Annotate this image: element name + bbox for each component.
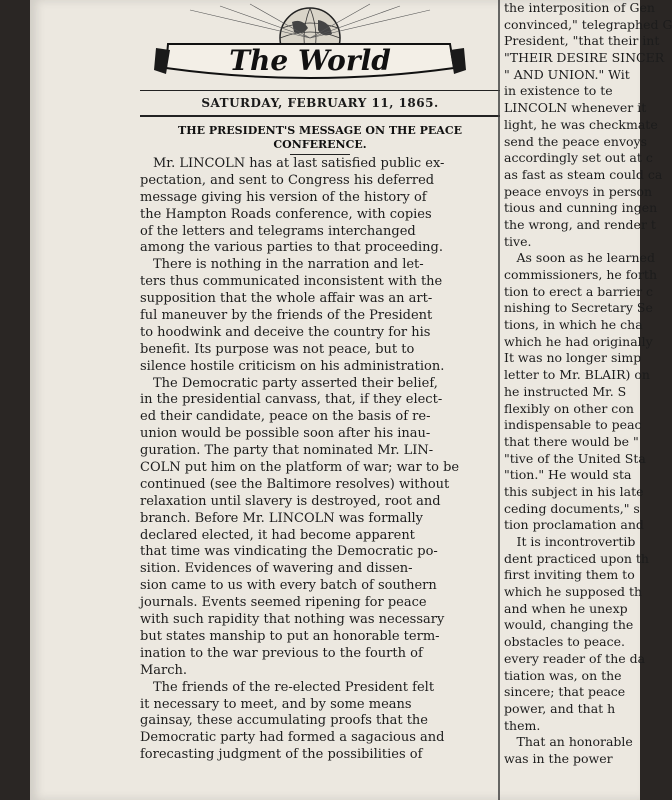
headline-line-2: CONFERENCE.: [273, 138, 367, 151]
text-line: sion came to us with every batch of southern: [140, 578, 437, 594]
text-line: dent practiced upon th: [504, 550, 649, 566]
text-line: it necessary to meet, and by some means: [140, 696, 412, 712]
text-line: journals. Events seemed ripening for peace: [140, 595, 427, 611]
text-line: power, and that h: [504, 700, 616, 716]
text-line: President, "that their int: [504, 33, 660, 49]
svg-text:The World: The World: [229, 44, 391, 77]
text-line: March.: [140, 662, 188, 678]
headline-rule: [290, 154, 350, 155]
text-line: convinced," telegraphed G: [504, 16, 672, 32]
text-line: gainsay, these accumulating proofs that the: [140, 713, 428, 729]
text-line: branch. Before Mr. LINCOLN was formally: [140, 510, 424, 526]
text-line: in the presidential canvass, that, if they elect-: [140, 392, 443, 408]
text-line: union would be possible soon after his inau-: [140, 426, 431, 442]
text-line: tive.: [504, 233, 532, 249]
text-line: "tive of the United Sta: [504, 450, 646, 466]
text-line: indispensable to peac: [504, 417, 642, 433]
text-line: tious and cunning ingen: [504, 200, 658, 216]
text-line: As soon as he learned: [504, 250, 655, 266]
article-body: [140, 156, 500, 764]
text-line: "tion." He would sta: [504, 467, 632, 483]
text-line: sition. Evidences of wavering and dissen-: [140, 561, 413, 577]
text-line: relaxation until slavery is destroyed, root and: [140, 493, 441, 509]
text-line: and when he unexp: [504, 600, 628, 616]
column-divider: [498, 0, 500, 800]
date-rule: [140, 115, 500, 117]
text-line: ters thus communicated inconsistent with the: [140, 274, 443, 290]
text-line: he instructed Mr. S: [504, 383, 627, 399]
text-line: to hoodwink and deceive the country for his: [140, 324, 431, 340]
text-line: would, changing the: [504, 617, 634, 633]
text-line: tion to erect a barrier c: [504, 283, 654, 299]
text-line: them.: [504, 717, 541, 733]
text-line: peace envoys in person: [504, 183, 653, 199]
text-line: among the various parties to that proceeding.: [140, 240, 444, 256]
text-line: " AND UNION." Wit: [504, 66, 630, 82]
text-line: send the peace envoys: [504, 133, 648, 149]
text-line: tiation was, on the: [504, 667, 622, 683]
text-line: Democratic party had formed a sagacious and: [140, 730, 445, 746]
text-line: ful maneuver by the friends of the President: [140, 308, 433, 324]
text-line: declared elected, it had become apparent: [140, 527, 415, 543]
text-line: first inviting them to: [504, 567, 635, 583]
dateline: SATURDAY, FEBRUARY 11, 1865.: [201, 96, 439, 110]
masthead-logo: [150, 4, 470, 86]
text-line: commissioners, he forth: [504, 267, 657, 282]
text-line: which he supposed th: [504, 584, 643, 600]
text-line: flexibly on other con: [504, 400, 634, 416]
text-line: LINCOLN whenever it: [504, 100, 647, 116]
text-line: continued (see the Baltimore resolves) without: [140, 476, 450, 492]
text-line: nishing to Secretary Se: [504, 300, 653, 316]
text-line: The Democratic party asserted their belief,: [140, 375, 438, 391]
text-line: benefit. Its purpose was not peace, but to: [140, 341, 415, 357]
text-line: accordingly set out at c: [504, 150, 653, 166]
text-line: letter to Mr. BLAIR) on: [504, 367, 650, 383]
text-line: with such rapidity that nothing was necessary: [140, 612, 445, 628]
text-line: in existence to te: [504, 83, 613, 99]
text-line: forecasting judgment of the possibilities of: [140, 747, 423, 763]
text-line: ceding documents," s: [504, 500, 640, 516]
text-line: ination to the war previous to the fourth of: [140, 645, 423, 661]
text-line: obstacles to peace.: [504, 634, 625, 650]
text-line: that time was vindicating the Democratic po-: [140, 544, 438, 560]
left-column: [140, 0, 500, 800]
text-line: supposition that the whole affair was an art-: [140, 291, 433, 307]
text-line: It is incontrovertib: [504, 534, 636, 549]
text-line: pectation, and sent to Congress his deferred: [140, 172, 435, 188]
right-column: [504, 0, 670, 800]
right-column-body: [504, 0, 670, 768]
text-line: sincere; that peace: [504, 684, 626, 700]
text-line: There is nothing in the narration and let-: [140, 257, 424, 273]
text-line: silence hostile criticism on his administration.: [140, 358, 445, 374]
text-line: Mr. LINCOLN has at last satisfied public ex-: [140, 156, 445, 171]
text-line: every reader of the da: [504, 650, 646, 666]
text-line: of the letters and telegrams interchanged: [140, 223, 416, 239]
text-line: that there would be ": [504, 433, 639, 449]
headline-line-1: THE PRESIDENT'S MESSAGE ON THE PEACE: [178, 124, 462, 137]
text-line: It was no longer simp: [504, 350, 642, 366]
text-line: message giving his version of the history of: [140, 189, 427, 205]
text-line: the wrong, and render t: [504, 216, 656, 232]
article-headline: [140, 124, 500, 152]
text-line: but states manship to put an honorable term-: [140, 628, 440, 644]
text-line: which he had originally: [504, 333, 653, 349]
text-line: as fast as steam could ca: [504, 166, 663, 182]
text-line: guration. The party that nominated Mr. LIN-: [140, 443, 434, 459]
text-line: COLN put him on the platform of war; war to be: [140, 460, 460, 476]
text-line: That an honorable: [504, 734, 633, 750]
text-line: The friends of the re-elected President felt: [140, 679, 435, 695]
text-line: tions, in which he cha: [504, 317, 643, 333]
text-line: ed their candidate, peace on the basis of re-: [140, 409, 431, 425]
text-line: light, he was checkmate: [504, 116, 658, 132]
text-line: tion proclamation and: [504, 517, 644, 533]
top-rule: [140, 90, 500, 91]
text-line: this subject in his late: [504, 483, 644, 499]
text-line: the interposition of Gen: [504, 0, 655, 15]
text-line: was in the power: [504, 750, 613, 766]
text-line: "THEIR DESIRE SINCER: [504, 50, 665, 66]
newspaper-page: [30, 0, 672, 800]
text-line: the Hampton Roads conference, with copies: [140, 206, 432, 222]
